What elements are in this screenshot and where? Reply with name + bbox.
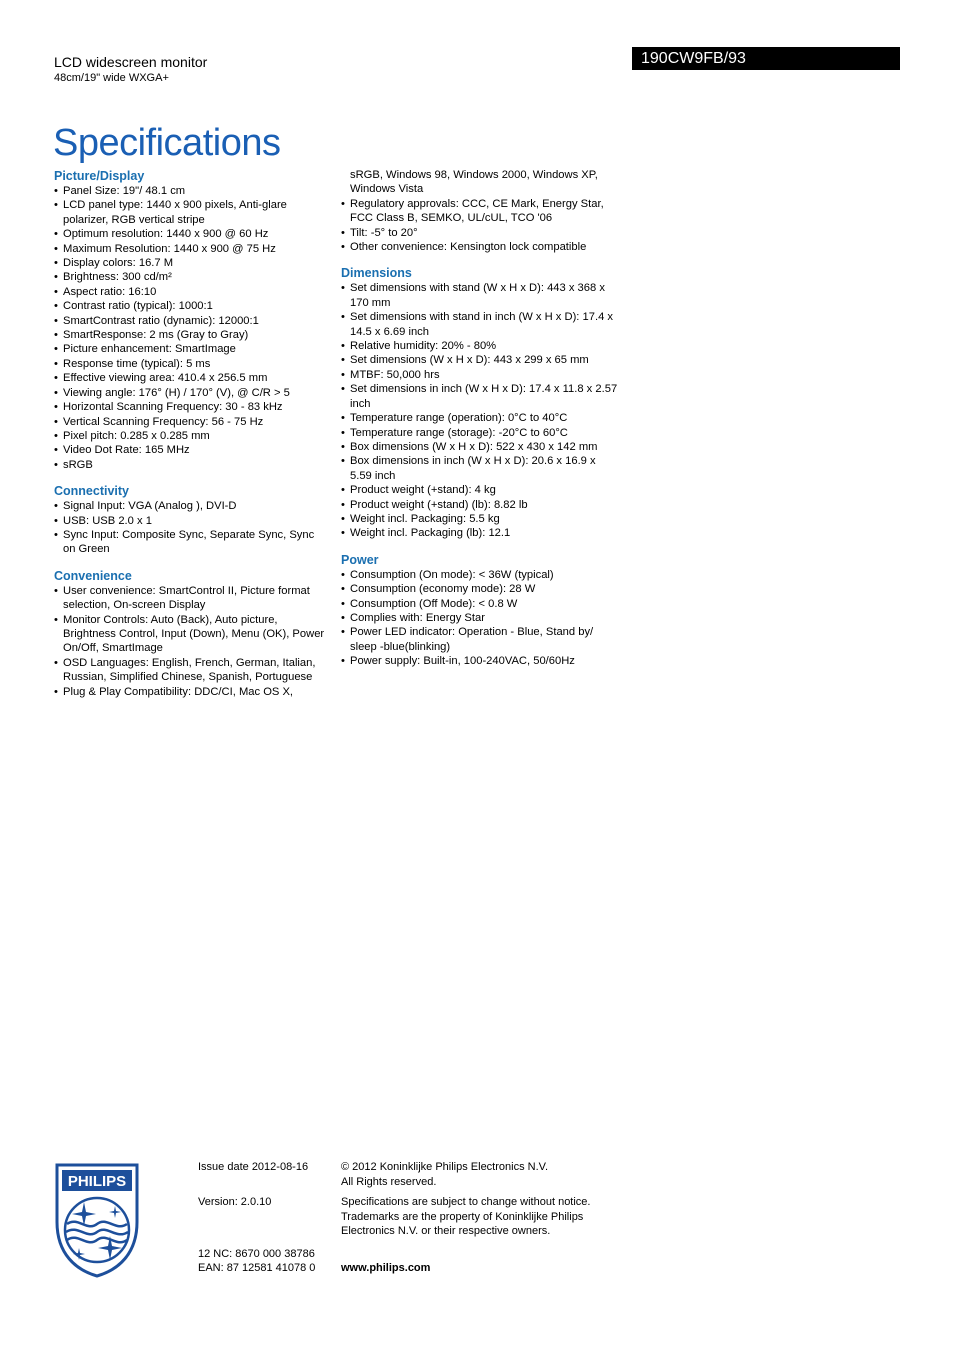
issue-date: Issue date 2012-08-16	[198, 1161, 309, 1173]
section-title-power: Power	[341, 552, 379, 567]
philips-shield-logo	[54, 1162, 140, 1279]
section-title-connectivity: Connectivity	[54, 484, 130, 499]
spec-item: • Tilt: -5° to 20°	[341, 226, 619, 240]
spec-item: • Consumption (Off Mode): < 0.8 W	[341, 597, 619, 611]
logo-wordmark: PHILIPS	[67, 1173, 127, 1190]
ean-number: EAN: 87 12581 41078 0	[198, 1262, 316, 1274]
spec-item: • Relative humidity: 20% - 80%	[341, 339, 619, 353]
spec-list-connectivity	[54, 499, 329, 557]
nc-number: 12 NC: 8670 000 38786	[198, 1248, 315, 1260]
spec-list-power	[341, 568, 619, 669]
spec-item: • Product weight (+stand): 4 kg	[341, 483, 619, 497]
product-name: LCD widescreen monitor	[54, 54, 208, 70]
spec-item: • Effective viewing area: 410.4 x 256.5 mm	[54, 371, 329, 385]
spec-item: • Temperature range (storage): -20°C to 60°C	[341, 426, 619, 440]
section-title-dimensions: Dimensions	[341, 266, 412, 281]
copyright	[341, 1160, 611, 1189]
spec-item: • USB: USB 2.0 x 1	[54, 514, 329, 528]
spec-item: • Box dimensions in inch (W x H x D): 20.6 x 16.9 x 5.59 inch	[341, 454, 619, 483]
spec-item: • Viewing angle: 176° (H) / 170° (V), @ C/R > 5	[54, 386, 329, 400]
spec-item: • Aspect ratio: 16:10	[54, 285, 329, 299]
spec-item: • SmartContrast ratio (dynamic): 12000:1	[54, 314, 329, 328]
spec-item: • Monitor Controls: Auto (Back), Auto picture, Brightness Control, Input (Down), Menu (OK), Power On/Off, SmartImage	[54, 613, 329, 656]
spec-item: • Sync Input: Composite Sync, Separate Sync, Sync on Green	[54, 528, 329, 557]
spec-column-right	[341, 168, 619, 669]
spec-list-picture	[54, 184, 329, 472]
spec-item: • Horizontal Scanning Frequency: 30 - 83 kHz	[54, 400, 329, 414]
spec-item: • Display colors: 16.7 M	[54, 256, 329, 270]
spec-item: • Panel Size: 19"/ 48.1 cm	[54, 184, 329, 198]
spec-item: • OSD Languages: English, French, German, Italian, Russian, Simplified Chinese, Spanish, Portuguese	[54, 656, 329, 685]
spec-item: • Weight incl. Packaging: 5.5 kg	[341, 512, 619, 526]
section-title-picture: Picture/Display	[54, 169, 145, 183]
spec-item: • Signal Input: VGA (Analog ), DVI-D	[54, 499, 329, 513]
spec-list-convenience	[54, 584, 329, 699]
spec-list-convenience-cont	[341, 197, 619, 255]
spec-item: • Consumption (economy mode): 28 W	[341, 582, 619, 596]
spec-column-left	[54, 168, 329, 699]
spec-item: • Weight incl. Packaging (lb): 12.1	[341, 526, 619, 540]
spec-item: • Power supply: Built-in, 100-240VAC, 50/60Hz	[341, 654, 619, 668]
spec-item: • LCD panel type: 1440 x 900 pixels, Anti-glare polarizer, RGB vertical stripe	[54, 198, 329, 227]
spec-item: • Set dimensions (W x H x D): 443 x 299 x 65 mm	[341, 353, 619, 367]
spec-item: • sRGB	[54, 458, 329, 472]
spec-item: • Brightness: 300 cd/m²	[54, 270, 329, 284]
spec-item: • MTBF: 50,000 hrs	[341, 368, 619, 382]
version: Version: 2.0.10	[198, 1196, 272, 1208]
spec-item: • Video Dot Rate: 165 MHz	[54, 443, 329, 457]
spec-item: • SmartResponse: 2 ms (Gray to Gray)	[54, 328, 329, 342]
spec-item: • Optimum resolution: 1440 x 900 @ 60 Hz	[54, 227, 329, 241]
spec-item: • Temperature range (operation): 0°C to 40°C	[341, 411, 619, 425]
spec-item: • Box dimensions (W x H x D): 522 x 430 x 142 mm	[341, 440, 619, 454]
spec-item: • Response time (typical): 5 ms	[54, 357, 329, 371]
spec-item: • Vertical Scanning Frequency: 56 - 75 Hz	[54, 415, 329, 429]
product-subtitle: 48cm/19" wide WXGA+	[54, 72, 169, 84]
copyright-line-1: © 2012 Koninklijke Philips Electronics N.V.	[341, 1161, 549, 1173]
website-link[interactable]: www.philips.com	[341, 1262, 431, 1274]
spec-item: • Regulatory approvals: CCC, CE Mark, Energy Star, FCC Class B, SEMKO, UL/cUL, TCO '06	[341, 197, 619, 226]
spec-list-dimensions	[341, 281, 619, 540]
spec-item: • Set dimensions with stand (W x H x D): 443 x 368 x 170 mm	[341, 281, 619, 310]
spec-item: • Power LED indicator: Operation - Blue, Stand by/ sleep -blue(blinking)	[341, 625, 619, 654]
spec-item: • Other convenience: Kensington lock compatible	[341, 240, 619, 254]
spec-item: • Plug & Play Compatibility: DDC/CI, Mac OS X,	[54, 685, 329, 699]
copyright-line-2: All Rights reserved.	[341, 1175, 437, 1188]
spec-item: • Pixel pitch: 0.285 x 0.285 mm	[54, 429, 329, 443]
spec-item: • Complies with: Energy Star	[341, 611, 619, 625]
spec-item: • Set dimensions in inch (W x H x D): 17.4 x 11.8 x 2.57 inch	[341, 382, 619, 411]
section-title-convenience: Convenience	[54, 568, 132, 583]
page-title: Specifications	[53, 122, 281, 165]
spec-item: • Product weight (+stand) (lb): 8.82 lb	[341, 498, 619, 512]
legal-notice: Specifications are subject to change without notice. Trademarks are the property of Koninklijke Philips Electronics N.V. or their respective owners.	[341, 1196, 591, 1237]
spec-item: • Picture enhancement: SmartImage	[54, 342, 329, 356]
spec-continuation: sRGB, Windows 98, Windows 2000, Windows XP, Windows Vista	[350, 169, 598, 196]
spec-item: • User convenience: SmartControl II, Picture format selection, On-screen Display	[54, 584, 329, 613]
spec-item: • Contrast ratio (typical): 1000:1	[54, 299, 329, 313]
spec-item: • Maximum Resolution: 1440 x 900 @ 75 Hz	[54, 242, 329, 256]
spec-item: • Consumption (On mode): < 36W (typical)	[341, 568, 619, 582]
spec-item: • Set dimensions with stand in inch (W x H x D): 17.4 x 14.5 x 6.69 inch	[341, 310, 619, 339]
model-number-badge: 190CW9FB/93	[632, 47, 900, 70]
